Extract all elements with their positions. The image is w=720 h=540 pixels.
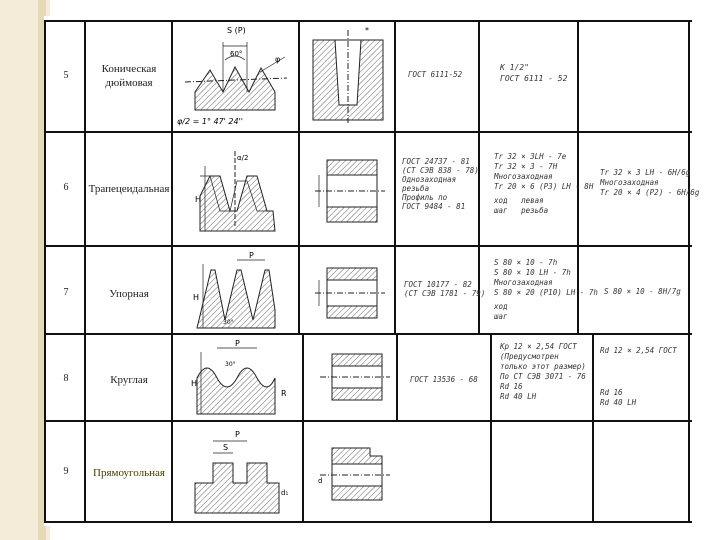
tolerance-designation: Rd 12 × 2,54 ГОСТ Rd 16 Rd 40 LH	[600, 346, 677, 407]
dim-star: *	[365, 26, 369, 35]
dim-d1: d₁	[281, 489, 289, 497]
thread-name: Прямоугольная	[93, 467, 165, 479]
standard-text: ГОСТ 24737 - 81 (СТ СЭВ 838 - 78) Однозаходная резьба Профиль по ГОСТ 9484 - 81	[402, 157, 479, 211]
dim-p: P	[235, 339, 240, 348]
dim-angle: α/2	[237, 154, 249, 162]
conical-thread-profile-drawing	[175, 22, 295, 130]
thread-name: Круглая	[110, 374, 148, 386]
taper-formula: φ/2 = 1° 47' 24''	[177, 117, 243, 126]
thread-name: Упорная	[109, 288, 149, 300]
dim-s: S	[223, 443, 229, 452]
dim-h: H	[195, 195, 202, 204]
dim-r: R	[281, 389, 287, 398]
row-number: 9	[63, 466, 69, 477]
row-number: 5	[63, 70, 69, 81]
tolerance-designation: Tr 32 × 3 LH - 6H/6g Многозаходная Tr 20 × 4 (P2) - 6H/6g	[600, 168, 700, 197]
buttress-thread-section-drawing	[305, 262, 391, 324]
slide-left-decoration	[0, 0, 50, 540]
designation-text: Tr 32 × 3LH - 7e Tr 32 × 3 - 7H Многозаходная Tr 20 × 6 (P3) LH - 8H ход левая шаг резьба	[494, 152, 594, 215]
dim-h: H	[191, 379, 198, 388]
dim-h: H	[193, 293, 200, 302]
dim-d: d	[318, 477, 323, 485]
dim-p: P	[235, 430, 240, 439]
rectangular-thread-section-drawing	[310, 438, 392, 510]
dim-angle: 60°	[230, 50, 243, 58]
round-thread-section-drawing	[310, 348, 392, 408]
dim-phi: φ	[275, 55, 281, 64]
standard-text: ГОСТ 6111-52	[408, 70, 463, 79]
dim-angle: 30°	[223, 319, 234, 326]
standard-text: ГОСТ 10177 - 82 (СТ СЭВ 1781 - 79)	[404, 280, 486, 298]
thread-name: Коническая дюймовая	[101, 63, 157, 89]
row-number: 7	[63, 287, 69, 298]
row-number: 8	[63, 373, 69, 384]
buttress-thread-profile-drawing	[175, 250, 295, 330]
row-number: 6	[63, 182, 69, 193]
dim-s-p: S (P)	[227, 26, 246, 35]
thread-name: Трапецеидальная	[88, 183, 170, 195]
tolerance-designation: S 80 × 10 - 8H/7g	[604, 287, 681, 296]
dim-angle: 30°	[225, 361, 236, 368]
conical-thread-section-drawing	[305, 25, 391, 125]
designation-text: Кр 12 × 2,54 ГОСТ (Предусмотрен только этот размер) По СТ СЭВ 3071 - 76 Rd 16 Rd 40 LH	[500, 342, 586, 401]
rectangular-thread-profile-drawing	[175, 425, 297, 519]
round-thread-profile-drawing	[175, 338, 297, 418]
trapezoidal-thread-section-drawing	[305, 150, 391, 230]
designation-text: S 80 × 10 - 7h S 80 × 10 LH - 7h Многозаходная S 80 × 20 (P10) LH - 7h ход шаг	[494, 258, 598, 321]
trapezoidal-thread-profile-drawing	[175, 136, 295, 241]
dim-p: P	[249, 251, 254, 260]
standard-text: ГОСТ 13536 - 68	[410, 375, 478, 384]
designation-text: К 1/2" ГОСТ 6111 - 52	[500, 63, 568, 83]
